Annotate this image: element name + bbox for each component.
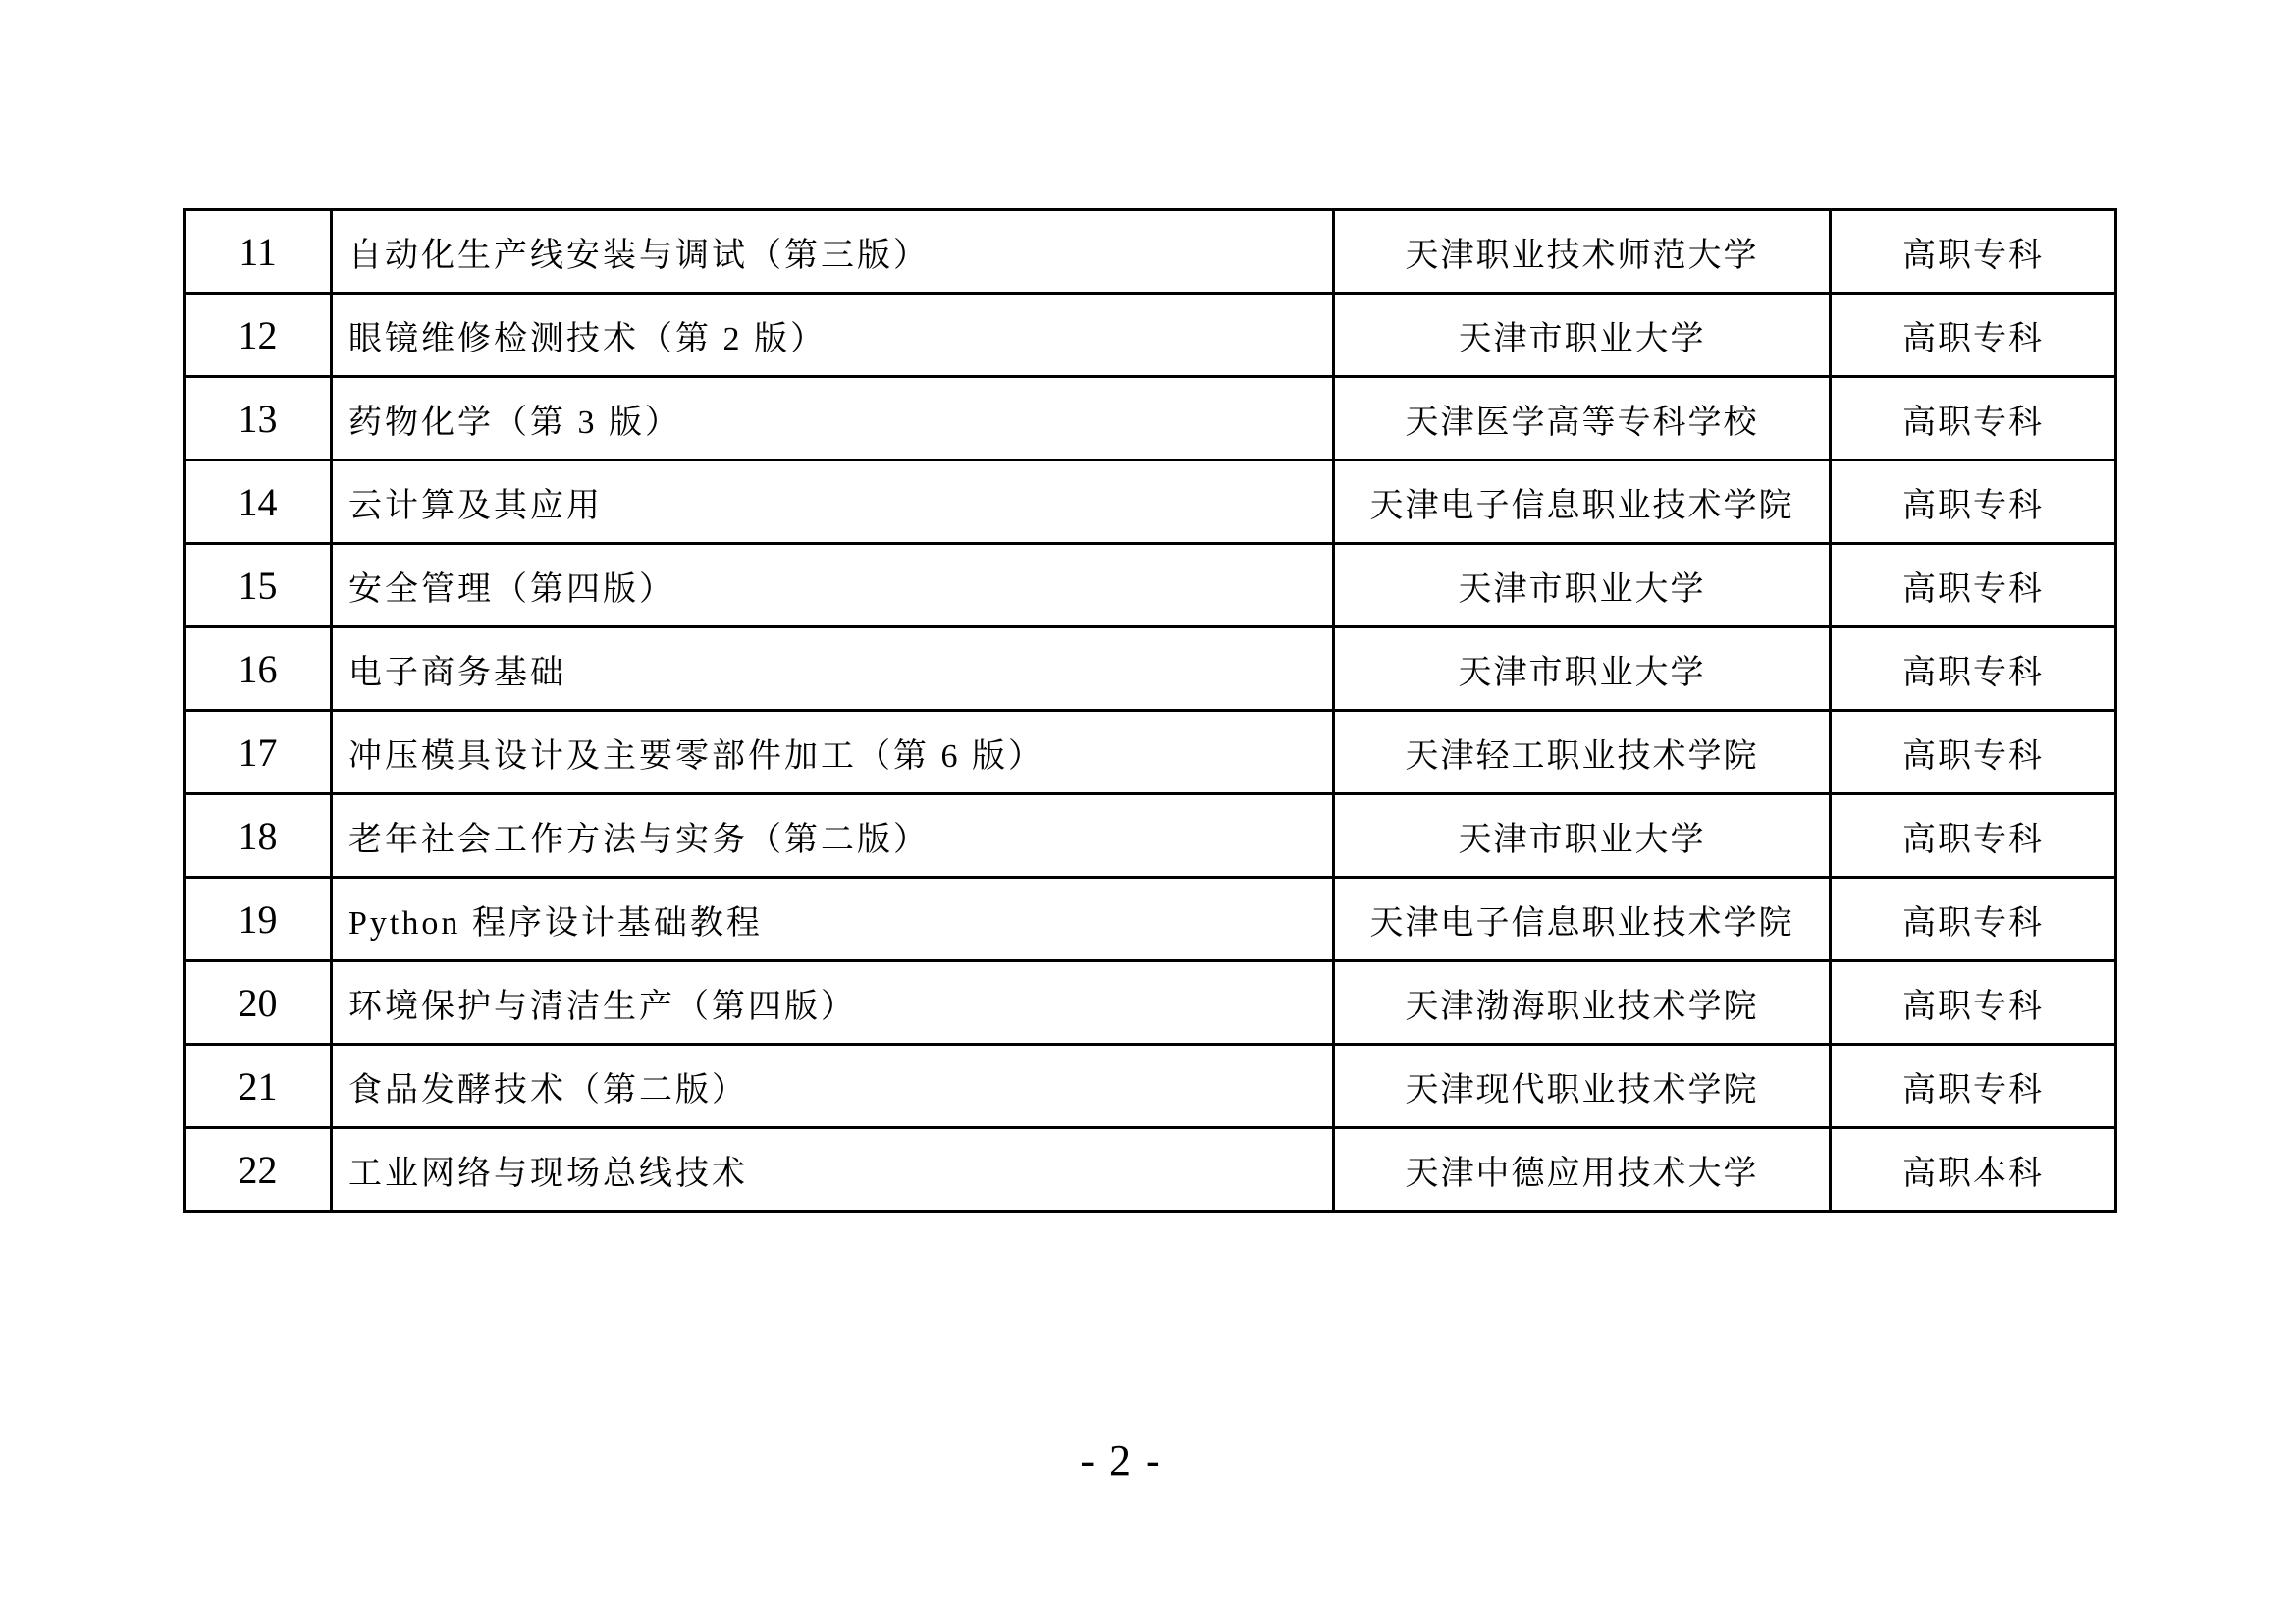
level-cell: 高职专科 (1831, 210, 2116, 294)
institution-cell: 天津医学高等专科学校 (1334, 377, 1831, 460)
institution-cell: 天津渤海职业技术学院 (1334, 961, 1831, 1045)
level-cell: 高职专科 (1831, 1045, 2116, 1128)
row-number-cell: 20 (185, 961, 332, 1045)
level-cell: 高职专科 (1831, 711, 2116, 794)
institution-cell: 天津市职业大学 (1334, 294, 1831, 377)
title-cell: 电子商务基础 (332, 627, 1334, 711)
row-number-cell: 16 (185, 627, 332, 711)
level-cell: 高职本科 (1831, 1128, 2116, 1212)
title-cell: 药物化学（第 3 版） (332, 377, 1334, 460)
institution-cell: 天津市职业大学 (1334, 627, 1831, 711)
row-number-cell: 11 (185, 210, 332, 294)
level-cell: 高职专科 (1831, 377, 2116, 460)
title-cell: 食品发酵技术（第二版） (332, 1045, 1334, 1128)
institution-cell: 天津中德应用技术大学 (1334, 1128, 1831, 1212)
row-number-cell: 17 (185, 711, 332, 794)
table-row (185, 961, 2116, 1045)
textbook-table (183, 208, 2117, 1213)
title-cell: 环境保护与清洁生产（第四版） (332, 961, 1334, 1045)
textbook-table-container (183, 208, 2117, 1213)
row-number-cell: 13 (185, 377, 332, 460)
table-row (185, 460, 2116, 544)
institution-cell: 天津轻工职业技术学院 (1334, 711, 1831, 794)
level-cell: 高职专科 (1831, 627, 2116, 711)
level-cell: 高职专科 (1831, 294, 2116, 377)
institution-cell: 天津职业技术师范大学 (1334, 210, 1831, 294)
level-cell: 高职专科 (1831, 961, 2116, 1045)
row-number-cell: 14 (185, 460, 332, 544)
page-number: - 2 - (1080, 1436, 1162, 1485)
institution-cell: 天津市职业大学 (1334, 794, 1831, 878)
table-row (185, 711, 2116, 794)
level-cell: 高职专科 (1831, 544, 2116, 627)
institution-cell: 天津电子信息职业技术学院 (1334, 460, 1831, 544)
row-number-cell: 18 (185, 794, 332, 878)
institution-cell: 天津电子信息职业技术学院 (1334, 878, 1831, 961)
table-row (185, 1128, 2116, 1212)
row-number-cell: 12 (185, 294, 332, 377)
title-cell: 云计算及其应用 (332, 460, 1334, 544)
table-row (185, 794, 2116, 878)
table-body (185, 210, 2116, 1212)
institution-cell: 天津现代职业技术学院 (1334, 1045, 1831, 1128)
table-row (185, 627, 2116, 711)
level-cell: 高职专科 (1831, 460, 2116, 544)
table-row (185, 544, 2116, 627)
level-cell: 高职专科 (1831, 878, 2116, 961)
row-number-cell: 15 (185, 544, 332, 627)
table-row (185, 1045, 2116, 1128)
institution-cell: 天津市职业大学 (1334, 544, 1831, 627)
title-cell: 工业网络与现场总线技术 (332, 1128, 1334, 1212)
table-row (185, 878, 2116, 961)
table-row (185, 294, 2116, 377)
row-number-cell: 21 (185, 1045, 332, 1128)
title-cell: 老年社会工作方法与实务（第二版） (332, 794, 1334, 878)
title-cell: 眼镜维修检测技术（第 2 版） (332, 294, 1334, 377)
title-cell: Python 程序设计基础教程 (332, 878, 1334, 961)
title-cell: 自动化生产线安装与调试（第三版） (332, 210, 1334, 294)
level-cell: 高职专科 (1831, 794, 2116, 878)
row-number-cell: 19 (185, 878, 332, 961)
table-row (185, 210, 2116, 294)
title-cell: 冲压模具设计及主要零部件加工（第 6 版） (332, 711, 1334, 794)
table-row (185, 377, 2116, 460)
title-cell: 安全管理（第四版） (332, 544, 1334, 627)
row-number-cell: 22 (185, 1128, 332, 1212)
